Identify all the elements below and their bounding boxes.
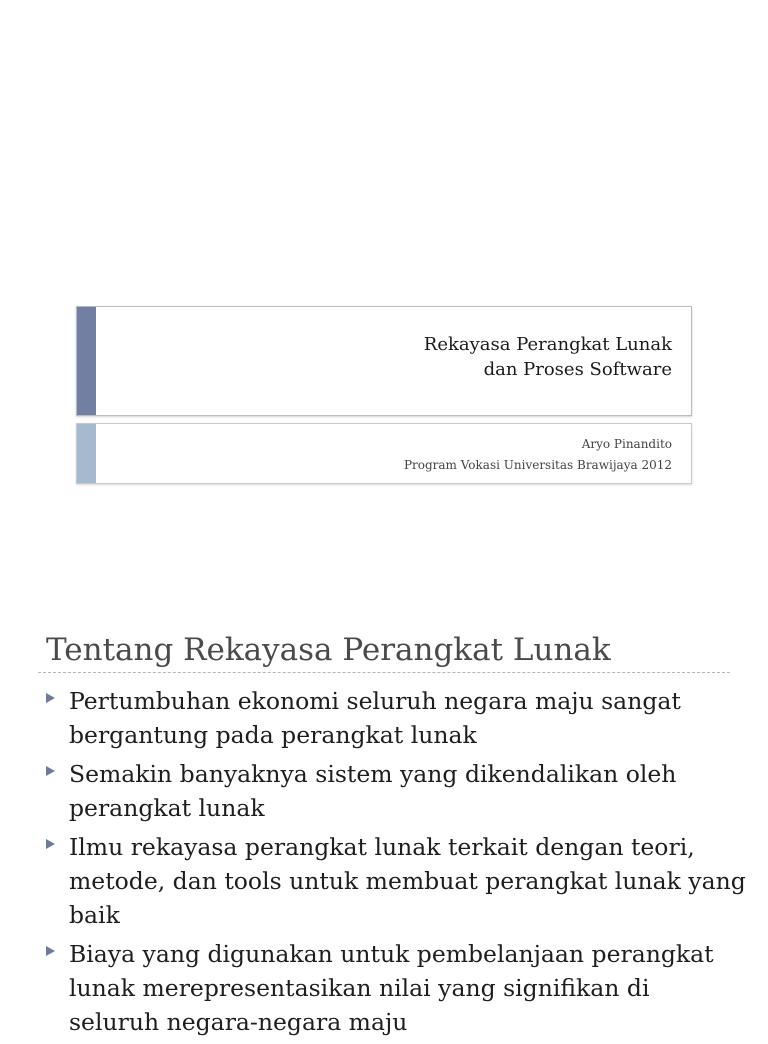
content-slide xyxy=(0,576,768,1036)
triangle-bullet-icon xyxy=(46,946,55,956)
title-box xyxy=(76,306,692,416)
bullet-text: Biaya yang digunakan untuk pembelanjaan perangkat lunak merepresentasikan nilai yang signifikan di seluruh negara-negara maju xyxy=(69,940,714,1036)
triangle-bullet-icon xyxy=(46,839,55,849)
bullet-text: Pertumbuhan ekonomi seluruh negara maju sangat bergantung pada perangkat lunak xyxy=(69,687,681,749)
triangle-bullet-icon xyxy=(46,693,55,703)
author-affiliation: Program Vokasi Universitas Brawijaya 2012 xyxy=(403,458,672,472)
bullet-list xyxy=(46,684,746,1044)
bullet-text: Semakin banyaknya sistem yang dikendalikan oleh perangkat lunak xyxy=(69,760,677,822)
triangle-bullet-icon xyxy=(46,766,55,776)
title-line-1: Rekayasa Perangkat Lunak xyxy=(423,334,672,355)
author-name: Aryo Pinandito xyxy=(581,437,672,451)
slide-title: Tentang Rekayasa Perangkat Lunak xyxy=(46,632,611,668)
bullet-item xyxy=(46,684,746,752)
bullet-item xyxy=(46,757,746,825)
title-line-2: dan Proses Software xyxy=(483,359,672,380)
presentation-title xyxy=(424,332,672,382)
title-divider xyxy=(38,672,730,673)
bullet-text: Ilmu rekayasa perangkat lunak terkait dengan teori, metode, dan tools untuk membuat perangkat lunak yang baik xyxy=(69,833,746,929)
subtitle-box xyxy=(76,423,692,484)
subtitle-accent-bar xyxy=(77,424,96,483)
title-accent-bar xyxy=(77,307,96,415)
presentation-subtitle xyxy=(404,434,672,476)
bullet-item xyxy=(46,830,746,932)
